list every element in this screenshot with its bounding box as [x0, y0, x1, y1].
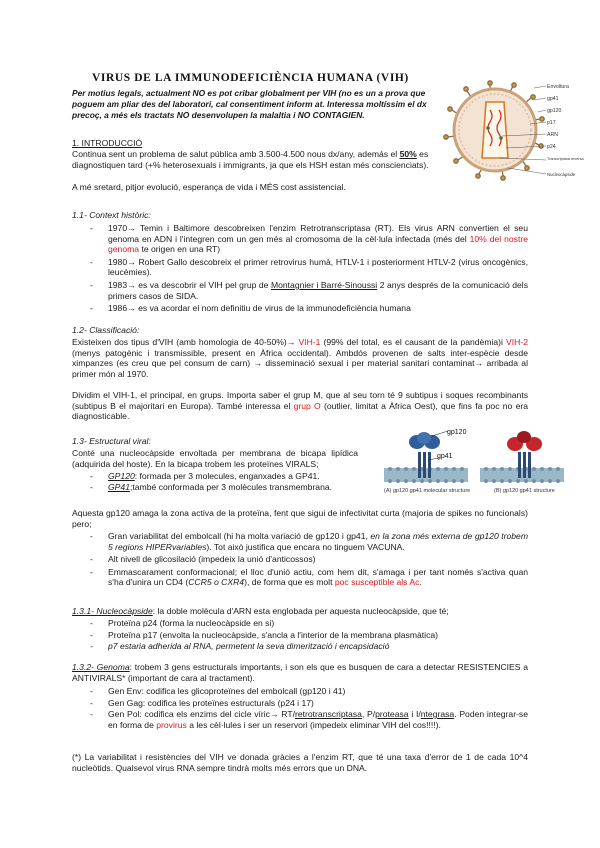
history-list [90, 223, 528, 314]
virion-capsid [482, 102, 508, 158]
property-glycosylation: - Alt nivell de glicosilació (impedeix la unió d'anticossos) [90, 554, 316, 565]
section-1-paragraph-1: Continua sent un problema de salut pública amb 3.500-4.500 nous dx/any, además el 50% es diagnostiquen tard (+% heterosexuals i immigrants, ja que els HSH estan més conscienciats). [72, 149, 429, 170]
fig-caption-left: (A) gp120 gp41 molecular structure [384, 488, 471, 494]
history-item-1983: - 1983→ es va descobrir el VIH pel grup de Montagnier i Barré-Sinoussi 2 anys després de la comunicació dels primers casos de SIDA. [90, 279, 528, 301]
virion-label-nucleocapside: Nucleocàpside [547, 172, 576, 177]
gene-gag: - Gen Gag: codifica les proteïnes estructurals (p24 i 17) [90, 697, 314, 708]
gp120-properties-list [90, 531, 528, 588]
virion-label-p24: p24 [547, 144, 556, 150]
rt-variability-footnote: (*) La variabilitat i resistències del VIH ve donada gràcies a l'enzim RT, que té una taxa d'error de 1 de cada 10^4 nucleòtids. Qualsevol virus RNA sempre tindrà molts més errors que un DNA. [72, 752, 528, 773]
fig-label-gp120: gp120 [447, 429, 467, 436]
page-title: VIRUS DE LA IMMUNODEFICIÈNCIA HUMANA (VIH) [92, 72, 409, 84]
gp120-item: - GP120: formada per 3 molecules, enganxades a GP41. [90, 471, 320, 481]
protein-p17: - Proteïna p17 (envolta la nucleocàpside, s'ancla a l'interior de la membrana plasmàtica) [90, 629, 439, 640]
section-1-2-heading: 1.2- Classificació: [72, 325, 140, 335]
section-1-1-heading: 1.1- Context històric: [72, 210, 151, 220]
virion-label-arn: ARN [547, 132, 558, 138]
genome-genes-list [90, 686, 528, 730]
section-1-3-heading: 1.3- Estructural viral: [72, 436, 151, 446]
fig-caption-right: (B) gp120 gp41 structure [494, 488, 555, 494]
section-1-3-2-heading: 1.3.2- Genoma [72, 662, 130, 672]
gene-env: - Gen Env: codifica les glicoproteïnes del embolcall (gp120 i 41) [90, 686, 346, 696]
section-1-3-1-intro: 1.3.1- Nucleocàpside: la doble molècula d'ARN esta englobada per aquesta nucleocàpside, que té; [72, 606, 449, 616]
section-1-3-1-heading: 1.3.1- Nucleocàpside [72, 606, 153, 616]
property-conformational-masking: - Emmascarament conformacional; el lloc d'unió actiu, com hem dit, s'amaga i per tant només s'activa quan s'ha d'unira un CD4 (CCR5 o CXR4), de forma que es molt poc susceptible als Ac. [90, 566, 528, 588]
virion-label-rt: Transcriptasa reversa [547, 157, 584, 161]
classification-paragraph-2: Dividim el VIH-1, el principal, en grups. Importa saber el grup M, que al seu torn té 9 subtipus i soques recombinants (subtipus B el majoritari en Europa). També interessa el grup O (outlier, limitat a Àfrica Oest), que fins fa poc no era diagnosticable. [72, 390, 528, 422]
nucleocapsid-protein-list [90, 618, 528, 652]
virion-label-gp120: gp120 [547, 108, 562, 114]
section-1-3-2-intro: 1.3.2- Genoma: trobem 3 gens estructurals importants, i son els que es busquen de cara a detectar RESISTENCIES a ANTIVIRALS* (important de cara al tractament). [72, 662, 529, 683]
protein-p7: - p7 estaria adherida al RNA, permetent la seva dimerització i encapsidació [90, 641, 390, 652]
gp41-item: - GP41;també conformada per 3 molècules transmembrana. [90, 481, 333, 492]
gene-pol: - Gen Pol: codifica els enzims del cicle víric→ RT/retrotranscriptasa, P/proteasa i I/ntegrasa. Poden integrar-se en forma de provirus a les cèl·lules i ser un reservori (impedeix eliminar VIH del cos!!!!). [90, 709, 528, 730]
hiv-virion-diagram [438, 80, 584, 196]
history-item-1986: - 1986→ es va acordar el nom definitiu de virus de la immunodeficiència humana [90, 303, 411, 314]
section-1-paragraph-2: A mé sretard, pitjor evolució, esperança de vida i MÉS cost assistencial. [72, 182, 346, 192]
structure-paragraph-1: Conté una nucleocàpside envoltada per membrana de bicapa lipídica (adquirida del hoste). En la bicapa trobem les proteïnes VIRALS; [72, 448, 358, 469]
property-variability: - Gran variabilitat del embolcall (hi ha molta variació de gp120 i gp41, en la zona més externa de gp120 trobem 5 regions HIPERvariables). Tot això justifica que encara no tinguem VACUNA. [90, 531, 528, 552]
structure-paragraph-2: Aquesta gp120 amaga la zona activa de la proteïna, fent que sigui de infectivitat curta (majoria de spikes no funcionals) pero; [72, 508, 528, 529]
virion-label-envoltura: Envoltura [547, 84, 569, 90]
fig-label-gp41: gp41 [437, 453, 453, 460]
intro-italic-paragraph: Per motius legals, actualment NO es pot cribar globalment per VIH (no es un a prova que poguem am pliar des del laboratori, cal consentiment inform at. Interessa moltíssim el dx precoç, a més els tractats NO desenvolupen la malaltia i NO CONTAGIEN. [72, 88, 427, 120]
classification-paragraph-1: Existeixen dos tipus d'VIH (amb homologia de 40-50%)→ VIH-1 (99% del total, es el causant de la pandèmia)i VIH-2 (menys patogènic i transmissible, present en Àfrica occidental). Ambdós provenen de salts inter-espècie desde ximpanzes (es creu que pel consum de carn) → disseminació sexual i per material sanitari contaminat→ arribada al primer món al 1970. [72, 337, 528, 379]
history-item-1970: - 1970→ Temin i Baltimore descobreixen l'enzim Retrotranscriptasa (RT). Els virus ARN convertien el seu genoma en ADN i l'integren com un gen més al cromosoma de la cèl·lula infectada (més del 10% del nostre genoma te origen en una RT) [90, 223, 528, 255]
section-1-heading: 1. INTRODUCCIÓ [72, 138, 143, 148]
gp120-gp41-figure [384, 428, 564, 498]
envelope-protein-list [90, 471, 378, 492]
history-item-1980: - 1980→ Robert Gallo descobreix el primer retrovirus humà, HTLV-1 i posteriorment HTLV-2 (virus oncogènics, leucèmies). [90, 256, 528, 278]
virion-label-gp41: gp41 [547, 96, 559, 102]
virion-label-p17: p17 [547, 120, 556, 126]
protein-p24: - Proteïna p24 (forma la nucleocàpside en si) [90, 618, 275, 628]
